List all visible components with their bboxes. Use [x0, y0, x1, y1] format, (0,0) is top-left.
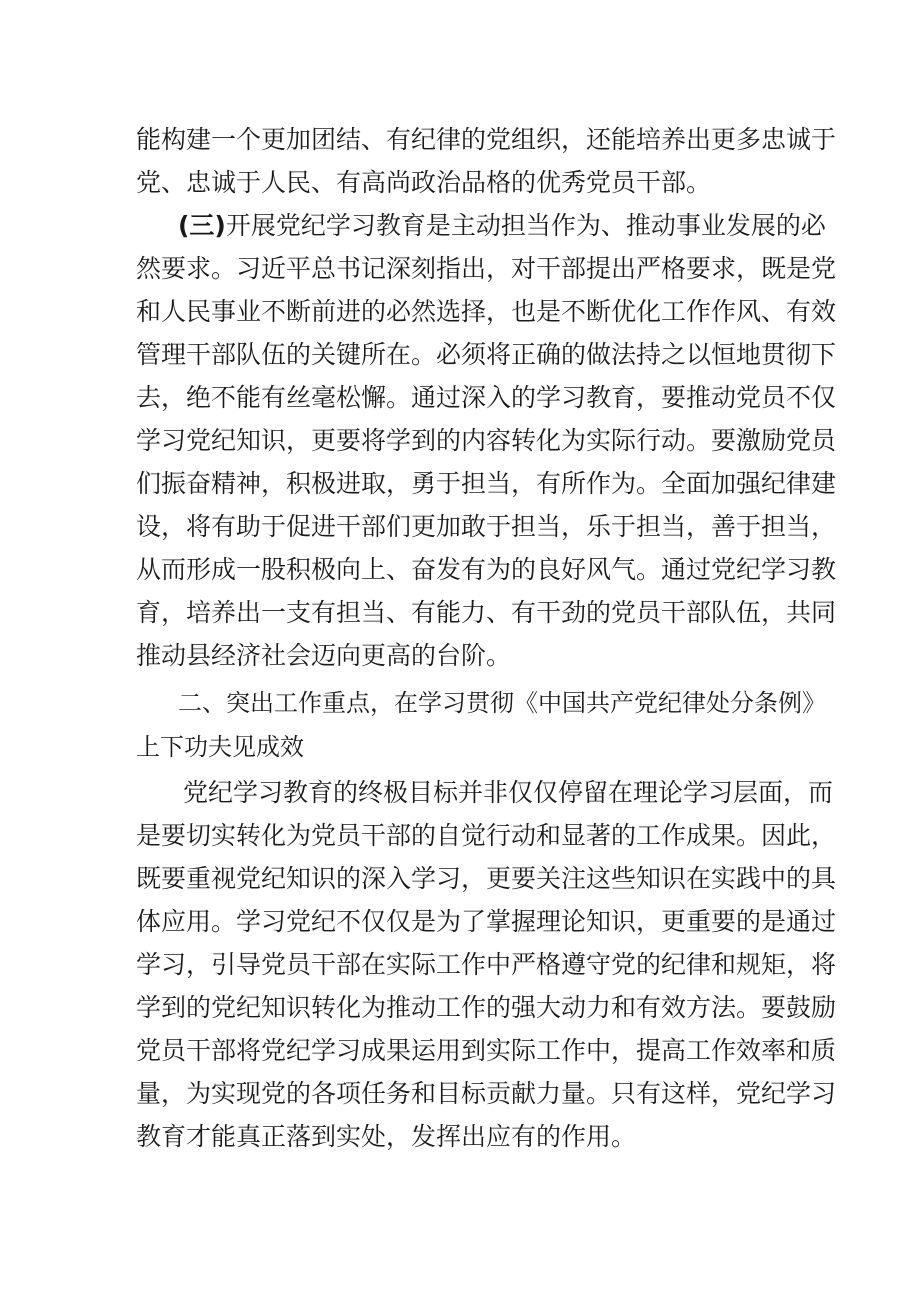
paragraph-line: 学到的党纪知识转化为推动工作的强大动力和有效方法。要鼓励: [136, 993, 837, 1022]
paragraph-line: 是要切实转化为党员干部的自觉行动和显著的工作成果。因此，: [136, 821, 837, 850]
section-two-heading: 二、突出工作重点，在学习贯彻《中国共产党纪律处分条例》: [178, 689, 826, 717]
section-two-heading-cont: 上下功夫见成效: [136, 733, 304, 761]
paragraph-line: 能构建一个更加团结、有纪律的党组织，还能培养出更多忠诚于: [136, 125, 837, 154]
section-three-first-line: [178, 204, 826, 247]
paragraph-line: 党员干部将党纪学习成果运用到实际工作中，提高工作效率和质: [136, 1036, 837, 1065]
paragraph-line: 量，为实现党的各项任务和目标贡献力量。只有这样，党纪学习: [136, 1079, 837, 1108]
paragraph-line: 管理干部队伍的关键所在。必须将正确的做法持之以恒地贯彻下: [136, 340, 837, 369]
paragraph-line: 党、忠诚于人民、有高尚政治品格的优秀党员干部。: [136, 168, 712, 197]
paragraph-line: 教育才能真正落到实处，发挥出应有的作用。: [136, 1122, 637, 1151]
paragraph-line: 学习，引导党员干部在实际工作中严格遵守党的纪律和规矩，将: [136, 950, 837, 979]
paragraph-line: 体应用。学习党纪不仅仅是为了掌握理论知识，更重要的是通过: [136, 907, 837, 936]
paragraph-line: 既要重视党纪知识的深入学习，更要关注这些知识在实践中的具: [136, 864, 837, 893]
section-three-text: 开展党纪学习教育是主动担当作为、推动事业发展的必: [225, 211, 826, 240]
paragraph-line: 学习党纪知识，更要将学到的内容转化为实际行动。要激励党员: [136, 426, 837, 455]
paragraph-line: 和人民事业不断前进的必然选择，也是不断优化工作作风、有效: [136, 297, 837, 326]
section-three-marker: (三): [178, 211, 226, 240]
paragraph-line: 们振奋精神，积极进取，勇于担当，有所作为。全面加强纪律建: [136, 469, 837, 498]
paragraph-line: 然要求。习近平总书记深刻指出，对干部提出严格要求，既是党: [136, 254, 837, 283]
paragraph-line: 党纪学习教育的终极目标并非仅仅停留在理论学习层面，而: [183, 778, 834, 807]
paragraph-line: 去，绝不能有丝毫松懈。通过深入的学习教育，要推动党员不仅: [136, 383, 837, 412]
paragraph-line: 从而形成一股积极向上、奋发有为的良好风气。通过党纪学习教: [136, 555, 837, 584]
paragraph-line: 育，培养出一支有担当、有能力、有干劲的党员干部队伍，共同: [136, 598, 837, 627]
paragraph-line: 推动县经济社会迈向更高的台阶。: [136, 641, 512, 670]
paragraph-line: 设，将有助于促进干部们更加敢于担当，乐于担当，善于担当，: [136, 512, 837, 541]
